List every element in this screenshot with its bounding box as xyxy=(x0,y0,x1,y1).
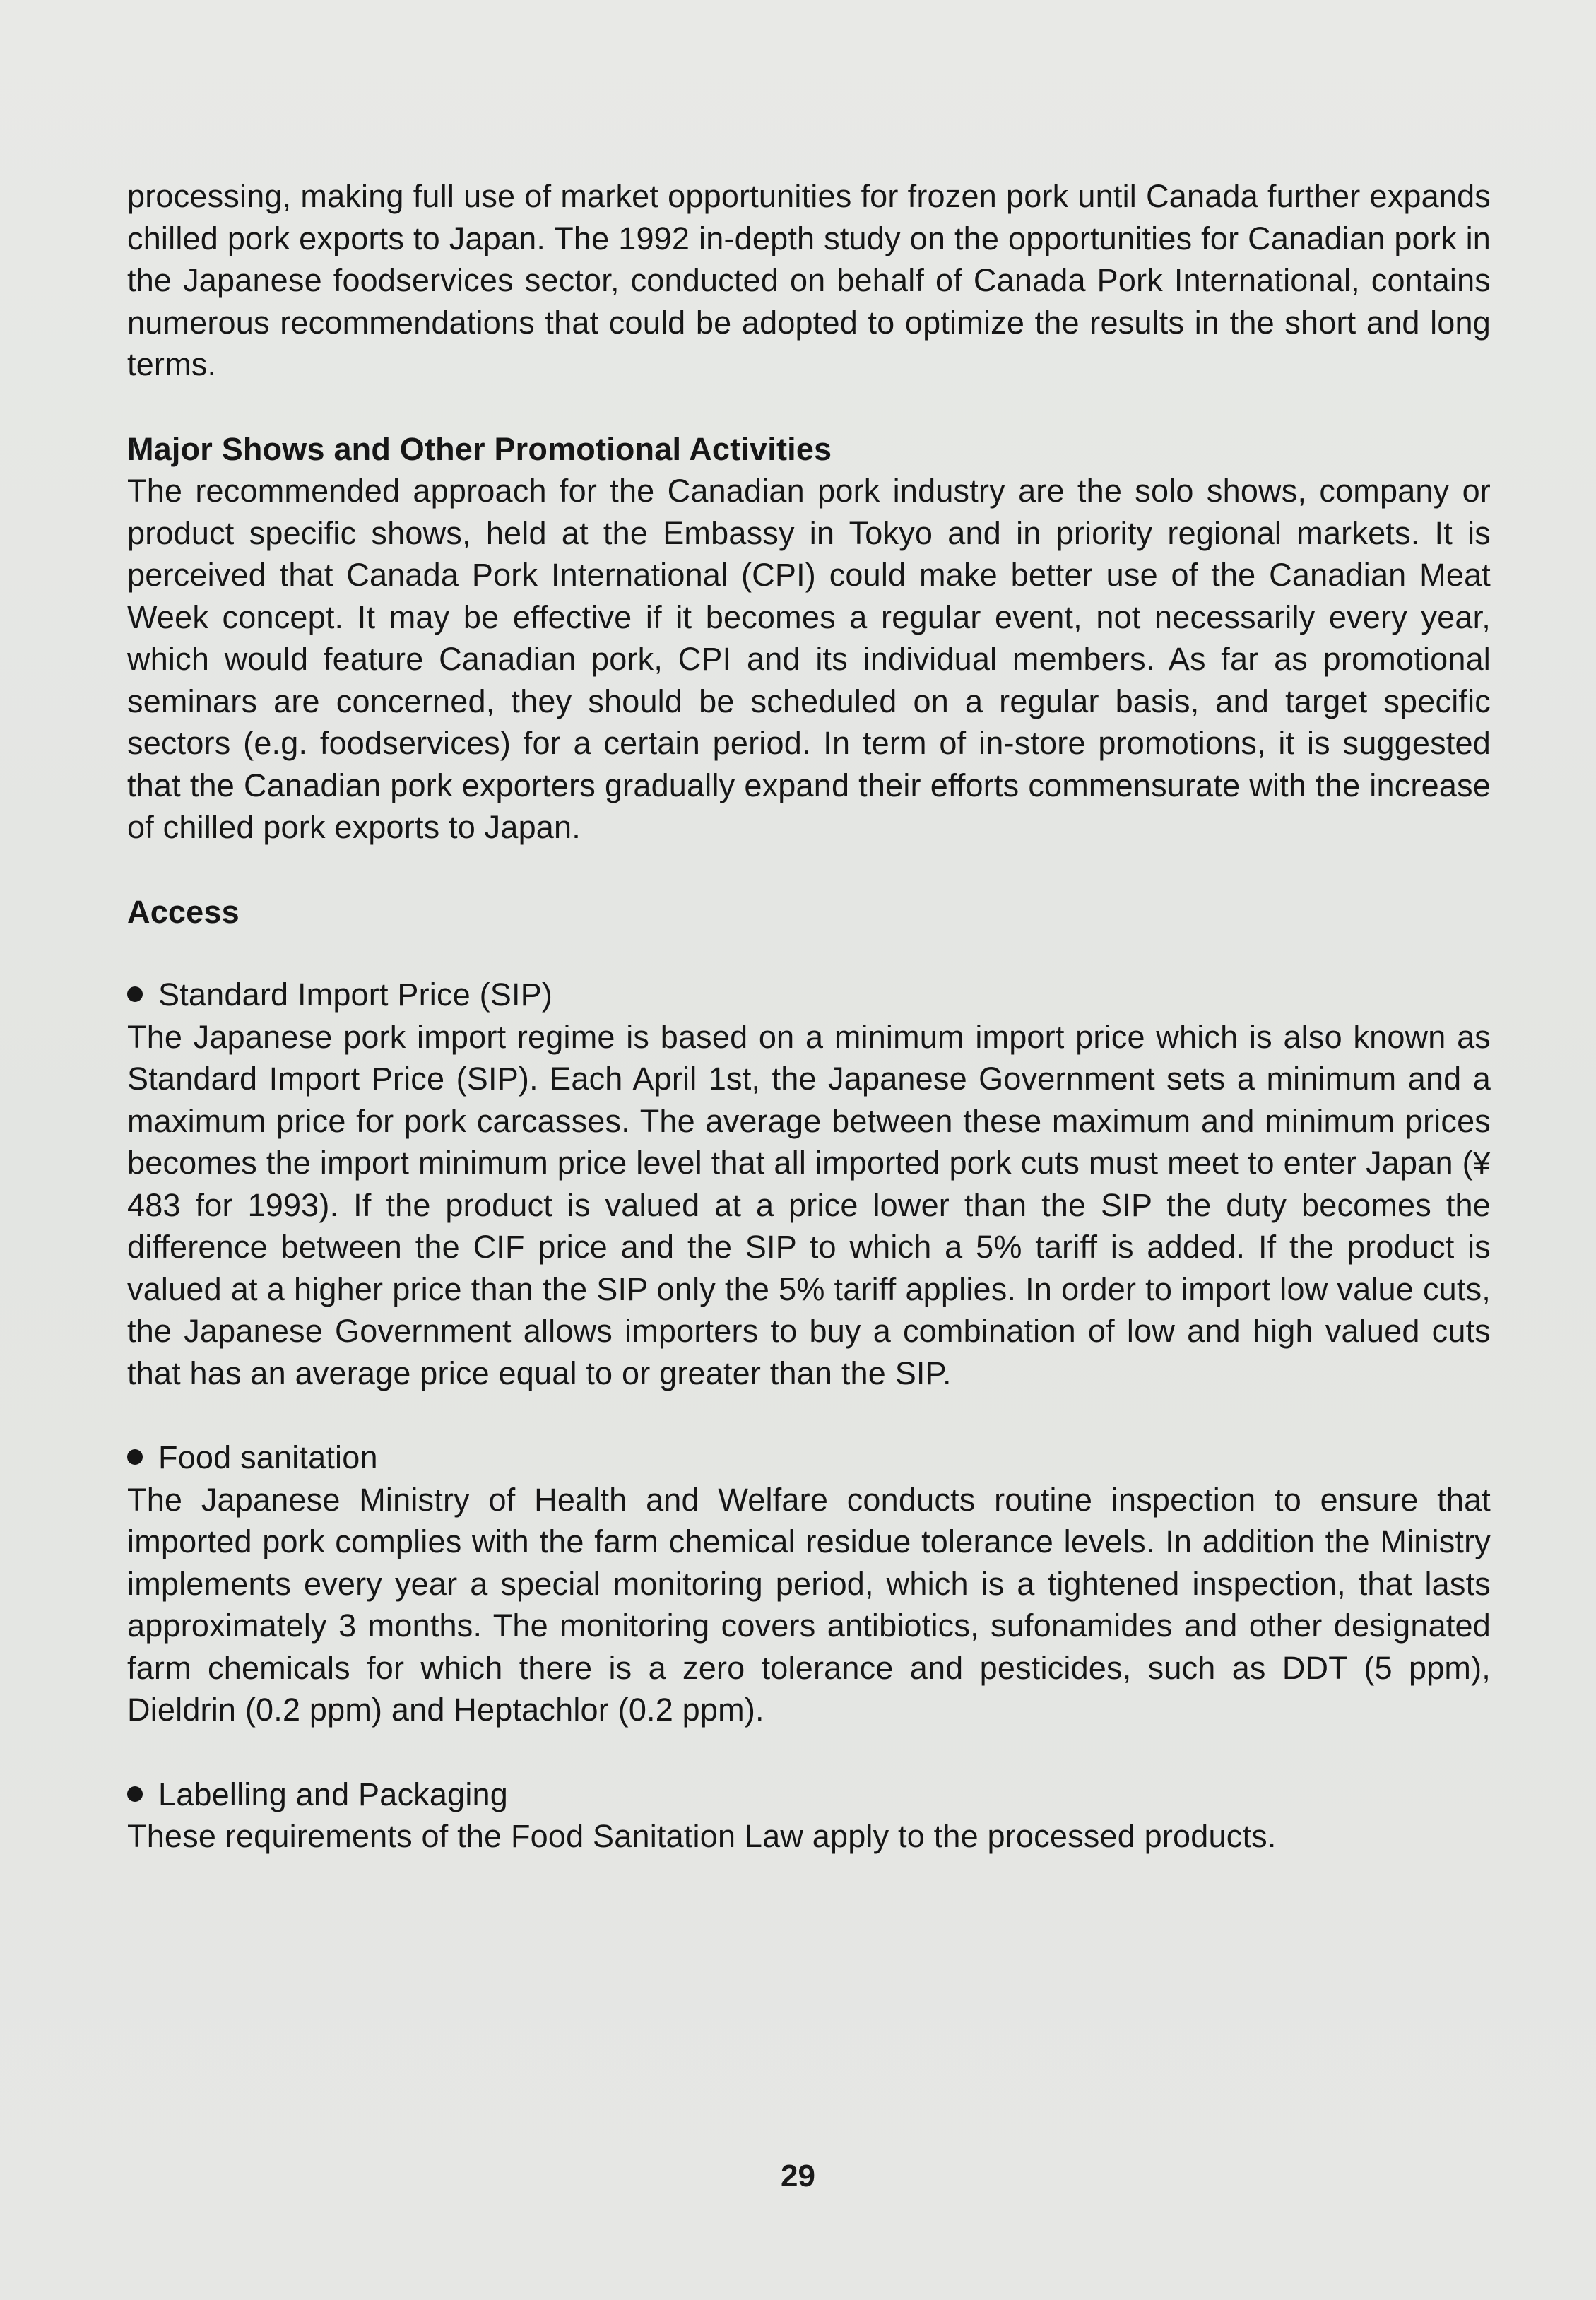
bullet-sip-title xyxy=(127,974,1491,1016)
access-section-heading: Access xyxy=(127,893,240,930)
page-content xyxy=(127,175,1491,1858)
section-gap xyxy=(127,1731,1491,1774)
bullet-sip-label: Standard Import Price (SIP) xyxy=(158,977,553,1013)
bullet-food-sanitation-title xyxy=(127,1437,1491,1479)
section-gap xyxy=(127,849,1491,891)
bullet-food-sanitation-body: The Japanese Ministry of Health and Welfare conducts routine inspection to ensure that imported pork complies with the farm chemical residue tolerance levels. In addition the Ministry implements every year a special monitoring period, which is a tightened inspection, that lasts approximately 3 months. The monitoring covers antibiotics, sufonamides and other designated farm chemicals for which there is a zero tolerance and pesticides, such as DDT (5 ppm), Dieldrin (0.2 ppm) and Heptachlor (0.2 ppm). xyxy=(127,1481,1491,1728)
section-gap xyxy=(127,1394,1491,1437)
bullet-sip-body: The Japanese pork import regime is based on a minimum import price which is also known as Standard Import Price (SIP). Each April 1st, the Japanese Government sets a minimum and a maximum price for pork carcasses. The average between these maximum and minimum prices becomes the import minimum price level that all imported pork cuts must meet to enter Japan (¥ 483 for 1993). If the product is valued at a price lower than the SIP the duty becomes the difference between the CIF price and the SIP to which a 5% tariff is added. If the product is valued at a higher price than the SIP only the 5% tariff applies. In order to import low value cuts, the Japanese Government allows importers to buy a combination of low and high valued cuts that has an average price equal to or greater than the SIP. xyxy=(127,1018,1491,1391)
bullet-icon xyxy=(127,1449,143,1465)
shows-section-heading: Major Shows and Other Promotional Activities xyxy=(127,430,832,467)
intro-paragraph: processing, making full use of market opportunities for frozen pork until Canada further expands chilled pork exports to Japan. The 1992 in-depth study on the opportunities for Canadian pork in the Japanese foodservices sector, conducted on behalf of Canada Pork International, contains numerous recommendations that could be adopted to optimize the results in the short and long terms. xyxy=(127,178,1491,382)
section-gap xyxy=(127,386,1491,428)
bullet-labelling-label: Labelling and Packaging xyxy=(158,1776,508,1812)
bullet-icon xyxy=(127,1786,143,1802)
page-number: 29 xyxy=(781,2159,815,2193)
bullet-food-sanitation-label: Food sanitation xyxy=(158,1439,378,1475)
shows-section-body: The recommended approach for the Canadian pork industry are the solo shows, company or product specific shows, held at the Embassy in Tokyo and in priority regional markets. It is perceived that Canada Pork International (CPI) could make better use of the Canadian Meat Week concept. It may be effective if it becomes a regular event, not necessarily every year, which would feature Canadian pork, CPI and its individual members. As far as promotional seminars are concerned, they should be scheduled on a regular basis, and target specific sectors (e.g. foodservices) for a certain period. In term of in-store promotions, it is suggested that the Canadian pork exporters gradually expand their efforts commensurate with the increase of chilled pork exports to Japan. xyxy=(127,473,1491,845)
bullet-labelling-title xyxy=(127,1774,1491,1816)
bullet-labelling-body: These requirements of the Food Sanitation Law apply to the processed products. xyxy=(127,1818,1277,1854)
bullet-icon xyxy=(127,986,143,1002)
section-gap xyxy=(127,933,1491,974)
